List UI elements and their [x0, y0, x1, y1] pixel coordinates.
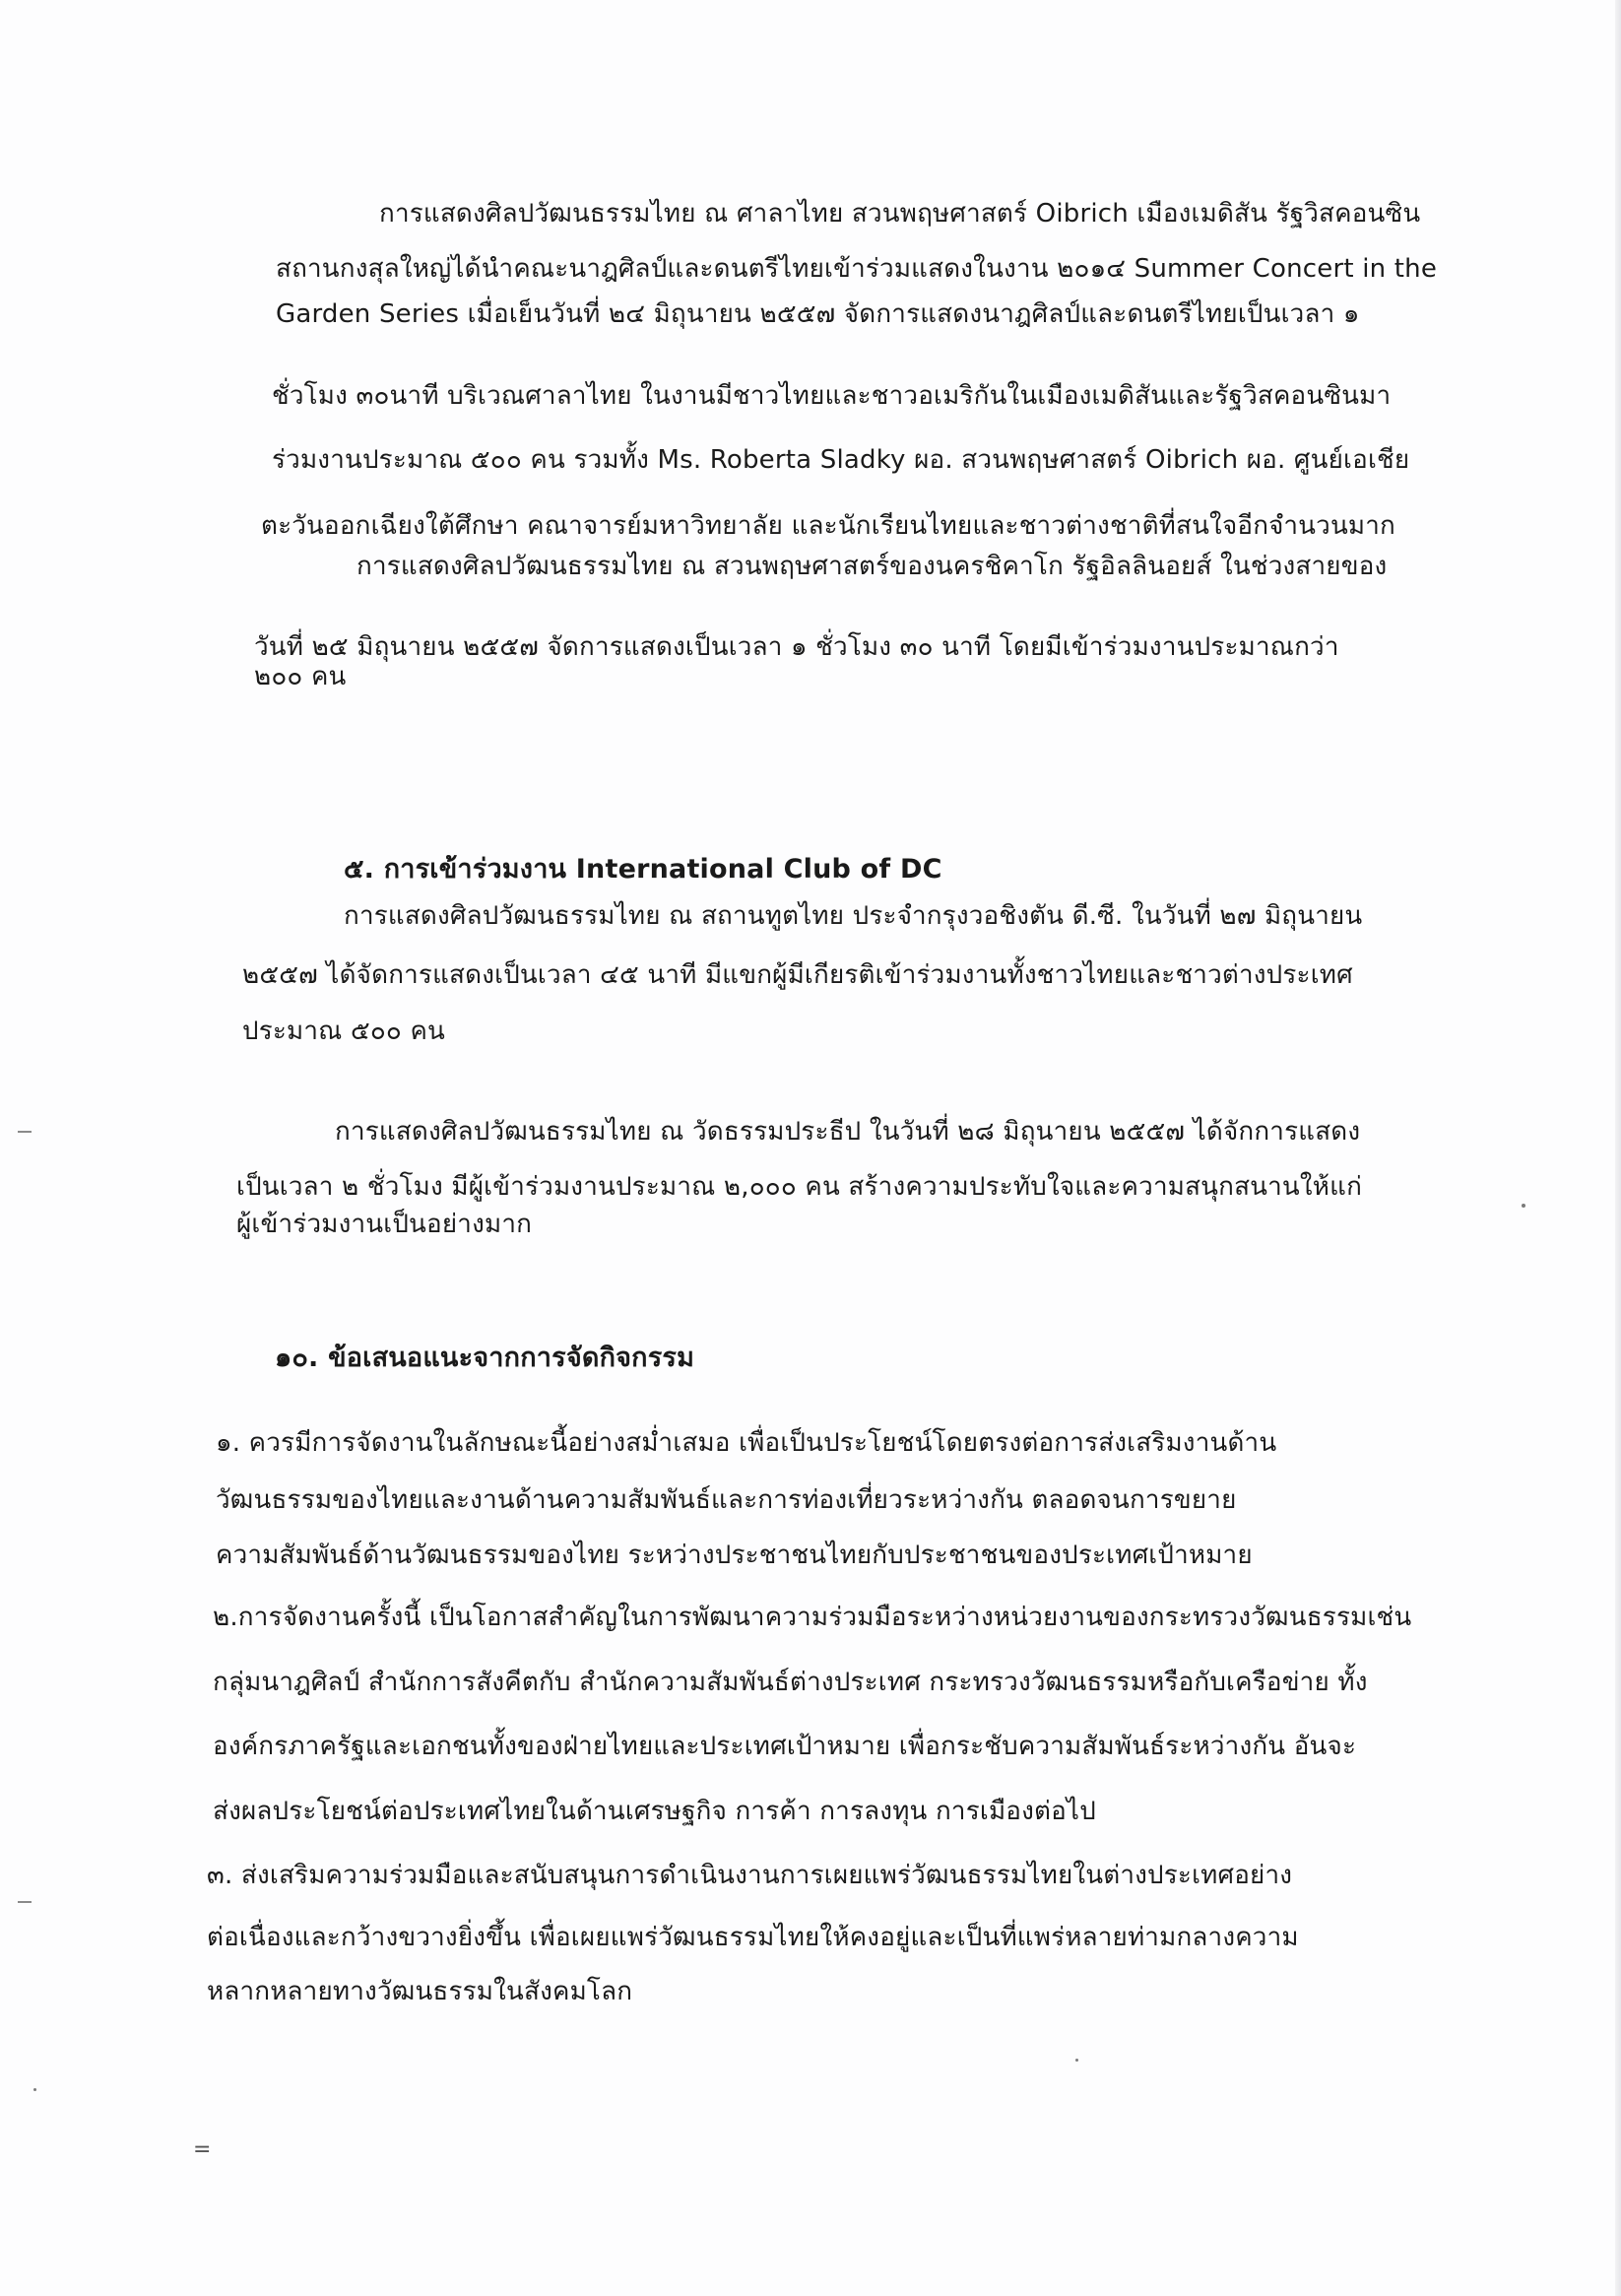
recommendation-line: หลากหลายทางวัฒนธรรมในสังคมโลก — [207, 1977, 633, 2006]
paragraph-line: ประมาณ ๕๐๐ คน — [242, 1017, 446, 1046]
paragraph-line: การแสดงศิลปวัฒนธรรมไทย ณ สวนพฤษศาสตร์ของนครชิคาโก รัฐอิลลินอยส์ ในช่วงสายของ — [357, 552, 1388, 581]
paragraph-line: การแสดงศิลปวัฒนธรรมไทย ณ สถานทูตไทย ประจำกรุงวอชิงตัน ดี.ซี. ในวันที่ ๒๗ มิถุนายน — [344, 901, 1363, 931]
recommendation-line: ส่งผลประโยชน์ต่อประเทศไทยในด้านเศรษฐกิจ การค้า การลงทุน การเมืองต่อไป — [213, 1797, 1096, 1826]
paragraph-line: ผู้เข้าร่วมงานเป็นอย่างมาก — [236, 1210, 533, 1239]
recommendation-line: กลุ่มนาฎศิลป์ สำนักการสังคีตกับ สำนักความสัมพันธ์ต่างประเทศ กระทรวงวัฒนธรรมหรือกับเครือข่าย ทั้ง — [213, 1668, 1368, 1697]
paragraph-line: ชั่วโมง ๓๐นาที บริเวณศาลาไทย ในงานมีชาวไทยและชาวอเมริกันในเมืองเมดิสันและรัฐวิสคอนซินมา — [272, 381, 1392, 411]
recommendation-line: องค์กรภาครัฐและเอกชนทั้งของฝ่ายไทยและประเทศเป้าหมาย เพื่อกระชับความสัมพันธ์ระหว่างกัน อันจะ — [213, 1732, 1357, 1761]
section-5-heading: ๕. การเข้าร่วมงาน International Club of DC — [344, 854, 942, 885]
margin-mark — [18, 1131, 32, 1133]
paragraph-line: วันที่ ๒๕ มิถุนายน ๒๕๕๗ จัดการแสดงเป็นเวลา ๑ ชั่วโมง ๓๐ นาที โดยมีเข้าร่วมงานประมาณกว่า — [254, 632, 1339, 662]
recommendation-line: ๑. ควรมีการจัดงานในลักษณะนี้อย่างสม่ำเสมอ เพื่อเป็นประโยชน์โดยตรงต่อการส่งเสริมงานด้าน — [216, 1428, 1277, 1458]
recommendation-line: ๒.การจัดงานครั้งนี้ เป็นโอกาสสำคัญในการพัฒนาความร่วมมือระหว่างหน่วยงานของกระทรวงวัฒนธรรมเช่น — [213, 1603, 1412, 1632]
paragraph-line: เป็นเวลา ๒ ชั่วโมง มีผู้เข้าร่วมงานประมาณ ๒,๐๐๐ คน สร้างความประทับใจและความสนุกสนานให้แก่ — [236, 1172, 1363, 1202]
recommendation-line: วัฒนธรรมของไทยและงานด้านความสัมพันธ์และการท่องเที่ยวระหว่างกัน ตลอดจนการขยาย — [216, 1485, 1237, 1515]
recommendation-line: ๓. ส่งเสริมความร่วมมือและสนับสนุนการดำเนินงานการเผยแพร่วัฒนธรรมไทยในต่างประเทศอย่าง — [207, 1861, 1293, 1890]
paragraph-line: ร่วมงานประมาณ ๕๐๐ คน รวมทั้ง Ms. Roberta Sladky ผอ. สวนพฤษศาสตร์ Oibrich ผอ. ศูนย์เอเชีย — [272, 445, 1410, 475]
scan-speck — [33, 2088, 36, 2091]
recommendation-line: ความสัมพันธ์ด้านวัฒนธรรมของไทย ระหว่างประชาชนไทยกับประชาชนของประเทศเป้าหมาย — [216, 1541, 1253, 1570]
paragraph-line: สถานกงสุลใหญ่ได้นำคณะนาฎศิลป์และดนตรีไทยเข้าร่วมแสดงในงาน ๒๐๑๔ Summer Concert in the — [276, 254, 1438, 284]
scan-speck — [1522, 1204, 1525, 1208]
scan-speck — [1075, 2059, 1078, 2062]
recommendation-line: ต่อเนื่องและกว้างขวางยิ่งขึ้น เพื่อเผยแพร่วัฒนธรรมไทยให้คงอยู่และเป็นที่แพร่หลายท่ามกลางความ — [207, 1923, 1299, 1952]
scan-edge — [1615, 0, 1621, 2296]
section-10-heading: ๑๐. ข้อเสนอแนะจากการจัดกิจกรรม — [275, 1343, 695, 1373]
paragraph-line: ๒๕๕๗ ได้จัดการแสดงเป็นเวลา ๔๕ นาที มีแขกผู้มีเกียรติเข้าร่วมงานทั้งชาวไทยและชาวต่างประเทศ — [242, 960, 1353, 990]
paragraph-line: การแสดงศิลปวัฒนธรรมไทย ณ ศาลาไทย สวนพฤษศาสตร์ Oibrich เมืองเมดิสัน รัฐวิสคอนซิน — [379, 199, 1421, 229]
paragraph-line: ๒๐๐ คน — [254, 662, 347, 691]
paragraph-line: การแสดงศิลปวัฒนธรรมไทย ณ วัดธรรมประธีป ในวันที่ ๒๘ มิถุนายน ๒๕๕๗ ได้จักการแสดง — [335, 1117, 1361, 1147]
paragraph-line: ตะวันออกเฉียงใต้ศึกษา คณาจารย์มหาวิทยาลัย และนักเรียนไทยและชาวต่างชาติที่สนใจอีกจำนวนมาก — [261, 511, 1395, 541]
footer-mark: = — [193, 2137, 212, 2162]
paragraph-line: Garden Series เมื่อเย็นวันที่ ๒๔ มิถุนายน ๒๕๕๗ จัดการแสดงนาฎศิลป์และดนตรีไทยเป็นเวลา ๑ — [276, 299, 1360, 329]
margin-mark — [18, 1901, 32, 1903]
